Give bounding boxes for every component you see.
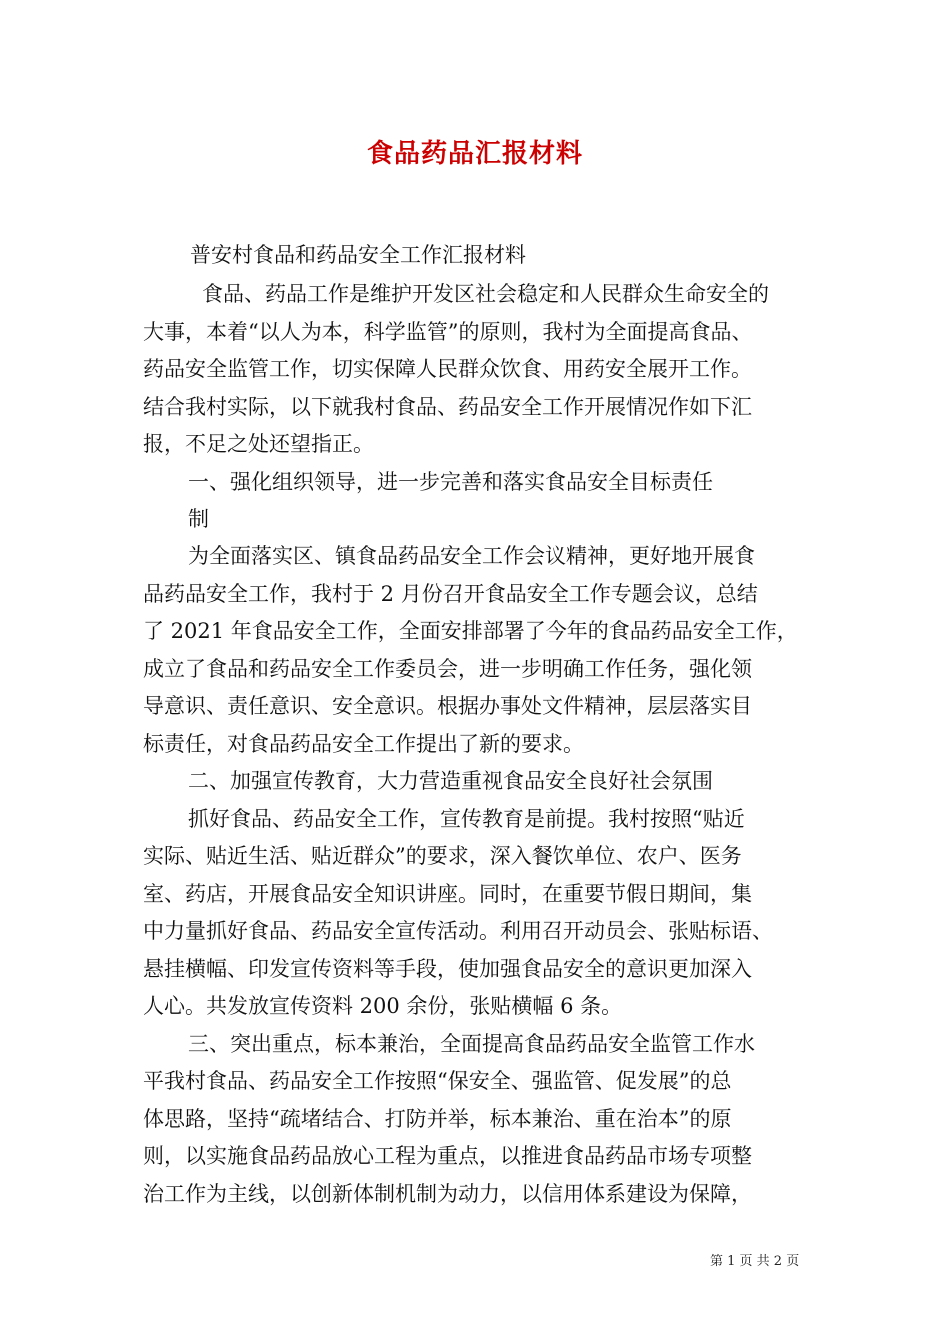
paragraph-line: 报，不足之处还望指正。 [143,432,374,456]
paragraph-line: 药品安全监管工作，切实保障人民群众饮食、用药安全展开工作。 [143,357,752,381]
paragraph-line: 普安村食品和药品安全工作汇报材料 [190,243,526,267]
section-heading: 三、突出重点，标本兼治，全面提高食品药品安全监管工作水 [188,1032,755,1056]
paragraph-line: 实际、贴近生活、贴近群众”的要求，深入餐饮单位、农户、医务 [143,844,742,868]
paragraph-line: 成立了食品和药品安全工作委员会，进一步明确工作任务，强化领 [143,657,752,681]
paragraph-line: 大事，本着“以人为本，科学监管”的原则，我村为全面提高食品、 [143,320,753,344]
paragraph-line: 抓好食品、药品安全工作，宣传教育是前提。我村按照“贴近 [188,807,745,831]
paragraph-line: 食品、药品工作是维护开发区社会稳定和人民群众生命安全的 [202,282,769,306]
paragraph-line: 治工作为主线，以创新体制机制为动力，以信用体系建设为保障， [143,1182,752,1206]
paragraph-line: 导意识、责任意识、安全意识。根据办事处文件精神，层层落实目 [143,694,752,718]
page-number: 第 1 页 共 2 页 [710,1254,800,1269]
section-heading: 制 [188,507,209,531]
paragraph-line: 了 2021 年食品安全工作，全面安排部署了今年的食品药品安全工作， [143,619,798,643]
paragraph-line: 人心。共发放宣传资料 200 余份，张贴横幅 6 条。 [143,994,623,1018]
paragraph-line: 则，以实施食品药品放心工程为重点，以推进食品药品市场专项整 [143,1144,752,1168]
paragraph-line: 悬挂横幅、印发宣传资料等手段，使加强食品安全的意识更加深入 [143,957,752,981]
paragraph-line: 结合我村实际，以下就我村食品、药品安全工作开展情况作如下汇 [143,395,752,419]
paragraph-line: 为全面落实区、镇食品药品安全工作会议精神，更好地开展食 [188,544,755,568]
paragraph-line: 品药品安全工作，我村于 2 月份召开食品安全工作专题会议，总结 [143,582,758,606]
document-title: 食品药品汇报材料 [366,139,583,169]
paragraph-line: 体思路，坚持“疏堵结合、打防并举，标本兼治、重在治本”的原 [143,1107,732,1131]
section-heading: 一、强化组织领导，进一步完善和落实食品安全目标责任 [188,470,713,494]
paragraph-line: 标责任，对食品药品安全工作提出了新的要求。 [143,732,584,756]
section-heading: 二、加强宣传教育，大力营造重视食品安全良好社会氛围 [188,769,713,793]
paragraph-line: 中力量抓好食品、药品安全宣传活动。利用召开动员会、张贴标语、 [143,919,773,943]
paragraph-line: 平我村食品、药品安全工作按照“保安全、强监管、促发展”的总 [143,1069,732,1093]
paragraph-line: 室、药店，开展食品安全知识讲座。同时，在重要节假日期间，集 [143,882,752,906]
